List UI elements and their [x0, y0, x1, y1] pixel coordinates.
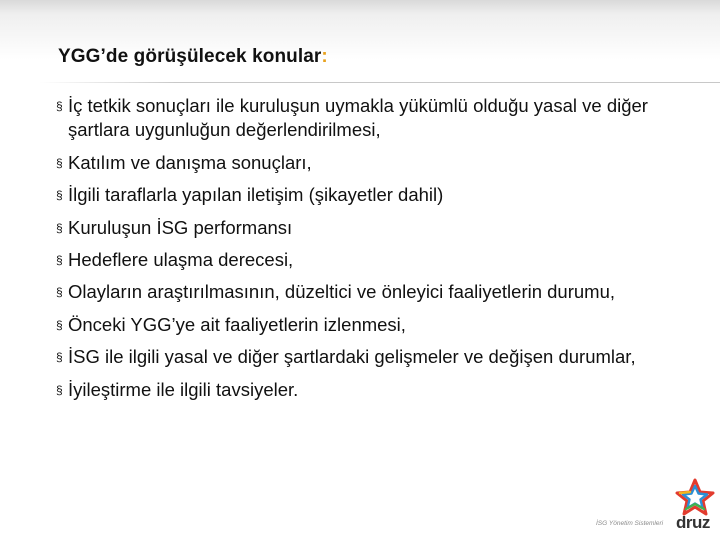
bullet-marker: §	[56, 188, 63, 203]
slide-title-text: YGG’de görüşülecek konular	[58, 46, 322, 67]
footer-caption: İSG Yönetim Sistemleri	[596, 520, 664, 527]
bullet-text: İyileştirme ile ilgili tavsiyeler.	[68, 378, 299, 400]
bullet-item	[56, 248, 666, 272]
bullet-text: İlgili taraflarla yapılan iletişim (şikayetler dahil)	[68, 184, 444, 206]
slide-title	[58, 46, 328, 68]
bullet-item	[56, 94, 666, 143]
bullet-text: Kuruluşun İSG performansı	[68, 216, 293, 238]
bullet-text: Katılım ve danışma sonuçları,	[68, 151, 312, 173]
bullet-text: Hedeflere ulaşma derecesi,	[68, 249, 294, 271]
bullet-marker: §	[56, 285, 63, 300]
bullet-item	[56, 280, 666, 304]
bullet-item	[56, 151, 666, 175]
bullet-marker: §	[56, 99, 63, 113]
bullet-text: İSG ile ilgili yasal ve diğer şartlardaki gelişmeler ve değişen durumlar,	[68, 346, 636, 368]
title-colon: :	[321, 46, 328, 67]
bullet-item	[56, 313, 666, 337]
bullet-list	[56, 94, 666, 410]
bullet-marker: §	[56, 317, 63, 332]
bullet-item	[56, 183, 666, 207]
bullet-marker: §	[56, 220, 63, 235]
bullet-text: Önceki YGG’ye ait faaliyetlerin izlenmesi,	[68, 313, 406, 335]
bullet-item	[56, 216, 666, 240]
logo-wordmark: druz	[676, 513, 710, 532]
bullet-text: Olayların araştırılmasının, düzeltici ve önleyici faaliyetlerin durumu,	[68, 281, 616, 303]
title-divider	[40, 82, 720, 83]
bullet-item	[56, 345, 666, 369]
bullet-marker: §	[56, 382, 63, 397]
bullet-item	[56, 378, 666, 402]
bullet-text: İç tetkik sonuçları ile kuruluşun uymakla yükümlü olduğu yasal ve diğer şartlara uygunluğun değerlendirilmesi,	[68, 95, 648, 141]
bullet-marker: §	[56, 155, 63, 170]
bullet-marker: §	[56, 350, 63, 365]
bullet-marker: §	[56, 253, 63, 268]
